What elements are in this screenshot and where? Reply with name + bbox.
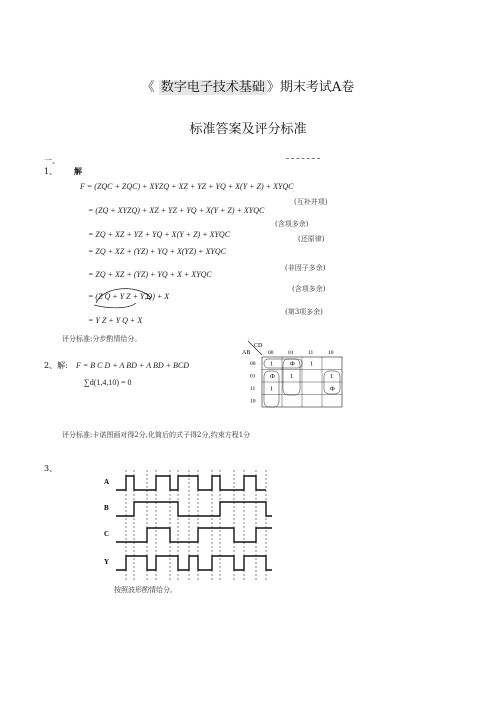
q1-step: = (Z Q + Y Z + Y Q) + X [88, 292, 170, 301]
title-prefix: 《 [141, 80, 155, 95]
q1-step: = ZQ + XZ + (YZ) + YQ + X(YZ) + XYQC [88, 247, 226, 256]
kmap-col-header: 00 [268, 350, 274, 356]
waveform-y [116, 556, 272, 570]
title-highlight: 数字电子技术基础 [160, 80, 265, 95]
q1-step: = Y Z + Y Q + X [88, 316, 143, 325]
kmap-cell: Φ [270, 373, 275, 380]
q1-note: (还原律) [298, 235, 325, 243]
kmap-cell: Φ [290, 360, 295, 368]
consensus-arrow-icon [84, 283, 164, 309]
kmap-row-header: 10 [250, 398, 256, 405]
q2-scoring: 评分标准:卡诺图画对得2分,化简后的式子得2分,约束方程1分 [62, 431, 251, 439]
kmap-col-header: 10 [328, 350, 334, 356]
kmap-row-header: 01 [250, 373, 256, 380]
waveform-b [116, 502, 272, 516]
q1-step: F = (ZQC + ZQC) + XYZQ + XZ + YZ + YQ + X(Y + Z) + XYQC [80, 182, 294, 191]
q1-step: = ZQ + XZ + (YZ) + YQ + X + XYQC [88, 270, 212, 279]
kmap-ab-label: AB [242, 350, 251, 356]
kmap-cd-label: CD [254, 343, 263, 349]
q1-step: = ZQ + XZ + YZ + YQ + X(Y + Z) + XYQC [88, 230, 231, 239]
q3-scoring: 按照波形酌情给分。 [114, 586, 177, 594]
waveform-label: C [104, 530, 110, 538]
waveform-c [116, 528, 272, 542]
q1-note: (互补并项) [294, 198, 328, 206]
kmap-row-header: 11 [250, 386, 256, 392]
decor-dash [286, 158, 320, 159]
q1-scoring: 评分标准:分步酌情给分。 [62, 335, 142, 343]
q1-solve: 解 [74, 166, 82, 176]
waveform-label: A [104, 478, 110, 486]
kmap-cell: Φ [330, 385, 335, 393]
q2-dontcare: ∑d(1,4,10) = 0 [84, 378, 132, 387]
kmap-col-header: 01 [288, 350, 294, 356]
kmap-cell: 1 [270, 385, 274, 393]
timing-waveform-diagram [100, 468, 290, 583]
karnaugh-map [238, 339, 348, 417]
waveform-label: B [104, 504, 109, 512]
waveform-a [116, 476, 266, 490]
kmap-cell: 1 [330, 373, 334, 380]
q1-step: = (ZQ + XYZQ) + XZ + YZ + YQ + X(Y + Z) + XYQC [88, 206, 265, 215]
kmap-cell: 1 [310, 360, 314, 368]
q2-label: 2、解: [44, 361, 68, 370]
q1-note: (含项多余) [275, 220, 309, 228]
q1-label: 1、 [44, 167, 58, 176]
document-subtitle: 标准答案及评分标准 [189, 122, 307, 137]
section-one-label: 一、 [44, 156, 60, 165]
kmap-cell: 1 [290, 373, 294, 380]
q3-label: 3、 [44, 464, 58, 473]
q1-note: (第3项多余) [285, 308, 323, 316]
kmap-cell: 1 [270, 360, 274, 368]
title-suffix: 》期末考试A卷 [266, 80, 355, 95]
q1-note: (非因子多余) [285, 264, 326, 272]
waveform-label: Y [104, 558, 110, 566]
q2-formula: F = B C D + A BD + A BD + BCD [76, 361, 190, 370]
document-title [0, 76, 496, 95]
q1-note: (含项多余) [292, 285, 326, 293]
kmap-row-header: 00 [250, 361, 256, 367]
kmap-col-header: 11 [308, 350, 314, 356]
